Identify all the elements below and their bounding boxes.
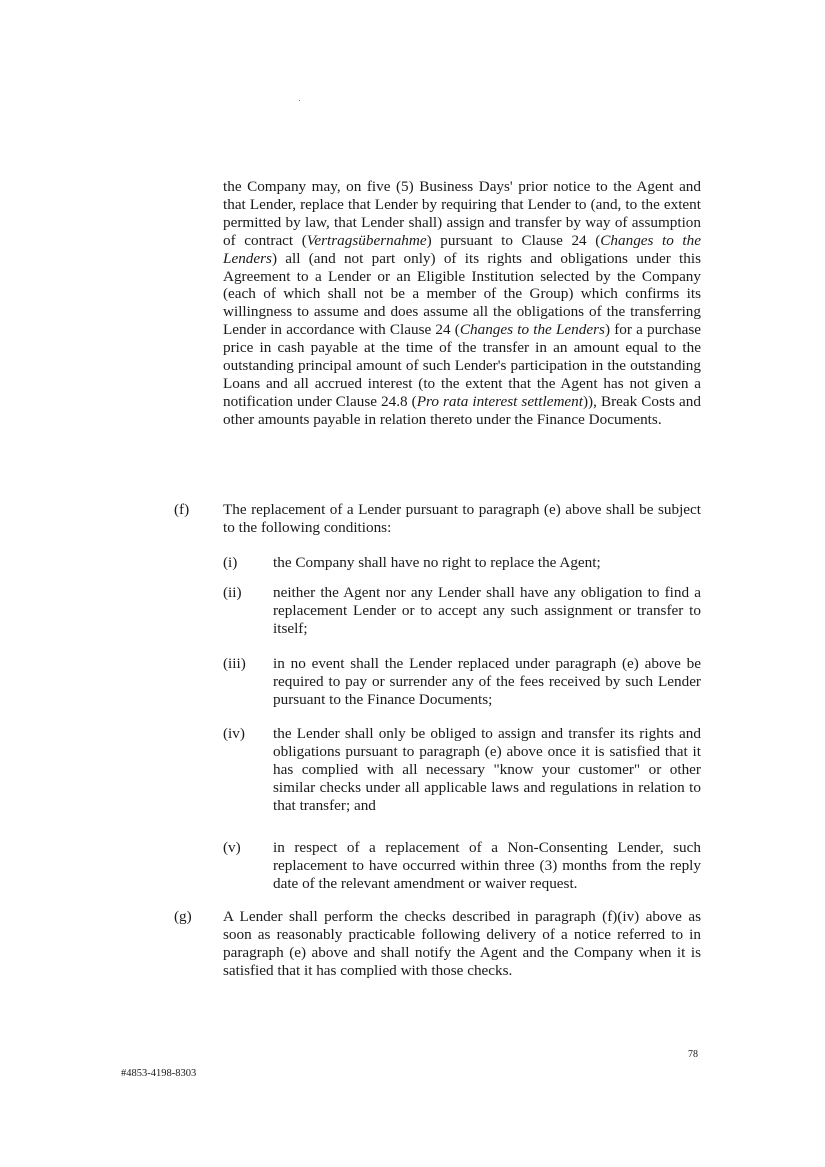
item-iv-text: the Lender shall only be obliged to assign and transfer its rights and obligations pursuant to paragraph (e) above once it is satisfied that it has complied with all necessary "know your customer" or other similar checks under all applicable laws and regulations in relation to that transfer; and — [273, 725, 701, 814]
item-ii-label: (ii) — [223, 584, 242, 601]
document-reference: #4853-4198-8303 — [121, 1068, 197, 1079]
paragraph-g-text: A Lender shall perform the checks described in paragraph (f)(iv) above as soon as reasonably practicable following delivery of a notice referred to in paragraph (e) above and shall notify the Agent and the Company when it is satisfied that it has complied with those checks. — [223, 908, 701, 979]
item-v-text: in respect of a replacement of a Non-Consenting Lender, such replacement to have occurred within three (3) months from the reply date of the relevant amendment or waiver request. — [273, 839, 701, 892]
paragraph-e-continuation: the Company may, on five (5) Business Days' prior notice to the Agent and that Lender, replace that Lender by requiring that Lender to (and, to the extent permitted by law, that Lender shall) assign and transfer by way of assumption of contract (Vertragsübernahme) pursuant to Clause 24 (Changes to the Lenders) all (and not part only) of its rights and obligations under this Agreement to a Lender or an Eligible Institution selected by the Company (each of which shall not be a member of the Group) which confirms its willingness to assume and does assume all the obligations of the transferring Lender in accordance with Clause 24 (Changes to the Lenders) for a purchase price in cash payable at the time of the transfer in an amount equal to the outstanding principal amount of such Lender's participation in the outstanding Loans and all accrued interest (to the extent that the Agent has not given a notification under Clause 24.8 (Pro rata interest settlement)), Break Costs and other amounts payable in relation thereto under the Finance Documents. — [223, 178, 702, 428]
item-ii-text: neither the Agent nor any Lender shall have any obligation to find a replacement Lender or to accept any such assignment or transfer to itself; — [273, 584, 701, 637]
item-i-label: (i) — [223, 554, 238, 571]
paragraph-f-text: The replacement of a Lender pursuant to paragraph (e) above shall be subject to the following conditions: — [223, 501, 701, 536]
item-iii-label: (iii) — [223, 655, 246, 672]
item-iii-text: in no event shall the Lender replaced under paragraph (e) above be required to pay or surrender any of the fees received by such Lender pursuant to the Finance Documents; — [273, 655, 701, 708]
paragraph-f-label: (f) — [174, 501, 190, 518]
item-i-text: the Company shall have no right to replace the Agent; — [273, 554, 601, 571]
item-iv-label: (iv) — [223, 725, 245, 742]
paragraph-g-label: (g) — [174, 908, 192, 925]
item-v-label: (v) — [223, 839, 241, 856]
stray-mark — [299, 100, 300, 101]
page-number: 78 — [688, 1049, 698, 1060]
